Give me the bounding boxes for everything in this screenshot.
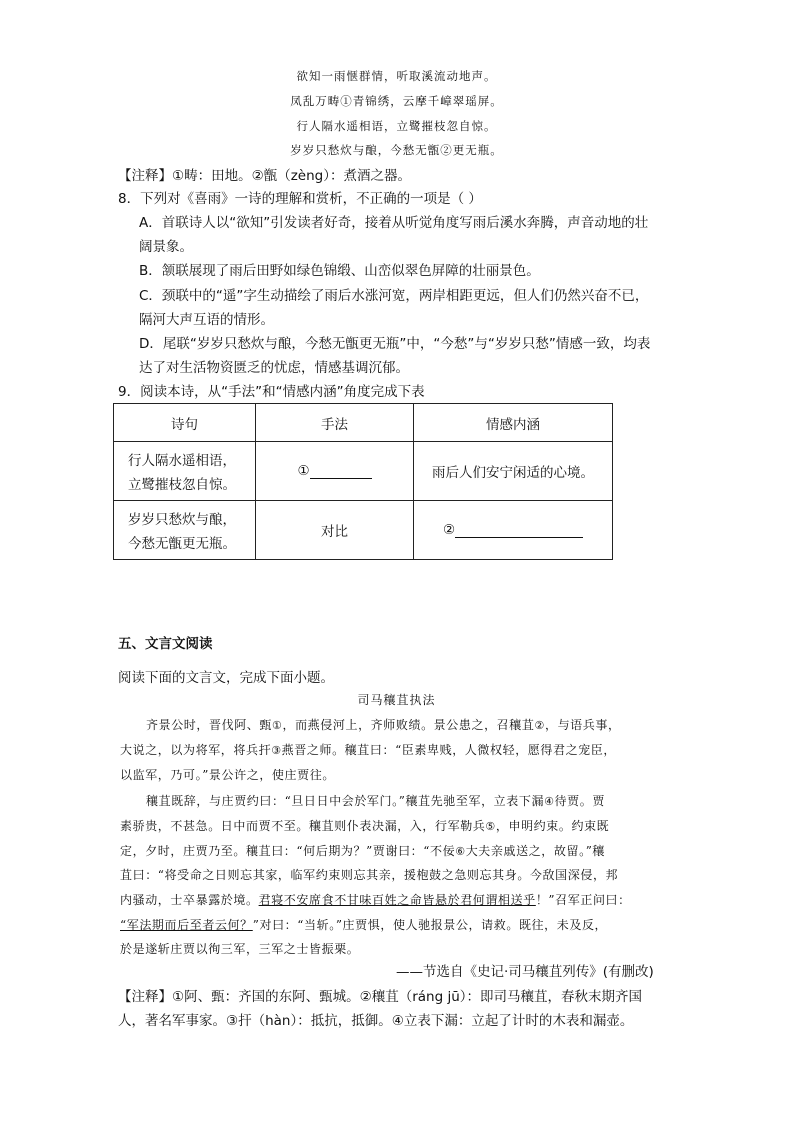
passage-title: 司马穰苴执法	[357, 693, 436, 707]
q8-option-a-line1: A．首联诗人以“欲知”引发读者好奇，接着从听觉角度写雨后溪水奔腾，声音动地的壮	[139, 215, 649, 231]
poem-line-3: 行人隔水遥相语，立鹭摧枝忽自惊。	[296, 119, 497, 133]
section5-instruction: 阅读下面的文言文，完成下面小题。	[118, 670, 334, 686]
q8-stem: 8．下列对《喜雨》一诗的理解和赏析，不正确的一项是（ ）	[118, 191, 482, 207]
poem-line-1: 欲知一雨惬群情，听取溪流动地声。	[296, 69, 497, 83]
q8-option-b: B．颔联展现了雨后田野如绿色锦缎、山峦似翠色屏障的壮丽景色。	[139, 263, 540, 279]
q9-row1-poem	[114, 442, 256, 501]
passage-p2-line1: 穰苴既辞，与庄贾约曰：“旦日日中会於军门。”穰苴先驰至军，立表下漏④待贾。贾	[146, 794, 605, 808]
q9-row2-emotion	[414, 501, 613, 560]
passage-p2-line7: 於是遂斩庄贾以徇三军，三军之士皆振栗。	[120, 942, 360, 956]
poem-notes: 【注释】①畴：田地。②甑（zèng）：煮酒之器。	[118, 168, 411, 184]
q8-option-c-line1: C．颈联中的“遥”字生动描绘了雨后水涨河宽，两岸相距更远，但人们仍然兴奋不已，	[139, 288, 649, 304]
q9-row2-poem-line1: 岁岁只愁炊与酿，	[128, 512, 236, 528]
q9-table	[113, 403, 613, 560]
q9-blank-1[interactable]	[310, 464, 372, 479]
underlined-sentence-1: 君寝不安席食不甘味百姓之命皆悬於君何谓相送乎	[258, 893, 536, 907]
q9-row2-method: 对比	[255, 501, 413, 560]
passage-notes-line2: 人，著名军事家。③扞（hàn）：抵抗，抵御。④立表下漏：立起了计时的木表和漏壶。	[118, 1013, 634, 1029]
q9-blank-1-number: ①	[297, 463, 310, 479]
underlined-sentence-2: “军法期而后至者云何？	[120, 918, 253, 932]
poem-line-4: 岁岁只愁炊与酿，今愁无甑②更无瓶。	[290, 143, 503, 157]
q9-blank-2[interactable]	[455, 523, 583, 538]
q9-header-emotion: 情感内涵	[414, 404, 613, 442]
passage-p2-line5: 内骚动，士卒暴露於境。君寝不安席食不甘味百姓之命皆悬於君何谓相送乎！”召军正问曰：	[120, 893, 631, 907]
q8-option-d-line2: 达了对生活物资匮乏的忧虑，情感基调沉郁。	[139, 360, 409, 376]
passage-p2-line4: 苴曰：“将受命之日则忘其家，临军约束则忘其亲，援枹鼓之急则忘其身。今敌国深侵，邦	[120, 868, 619, 882]
q9-header-poem: 诗句	[114, 404, 256, 442]
poem-line-2: 凤乱万畴①青锦绣，云摩千嶂翠瑶屏。	[290, 94, 503, 108]
q9-row1-poem-line2: 立鹭摧枝忽自惊。	[128, 477, 236, 493]
q9-row1-poem-line1: 行人隔水遥相语，	[128, 453, 236, 469]
passage-p1-line1: 齐景公时，晋伐阿、甄①，而燕侵河上，齐师败绩。景公患之，召穰苴②，与语兵事，	[146, 718, 621, 732]
q9-row1-emotion: 雨后人们安宁闲适的心境。	[414, 442, 613, 501]
q9-blank-2-number: ②	[442, 522, 456, 538]
q8-option-a-line2: 阔景象。	[139, 239, 193, 255]
passage-p2-line2: 素骄贵，不甚急。日中而贾不至。穰苴则仆表决漏，入，行军勒兵⑤，申明约束。约束既	[120, 819, 610, 833]
q9-row2-poem-line2: 今愁无甑更无瓶。	[128, 536, 236, 552]
section5-heading: 五、文言文阅读	[118, 636, 213, 652]
passage-p2-line6: “军法期而后至者云何？”对曰：“当斩。”庄贾惧，使人驰报景公，请救。既往，未及反，	[120, 918, 608, 932]
q9-stem: 9．阅读本诗，从“手法”和“情感内涵”角度完成下表	[118, 384, 425, 400]
passage-notes-line1: 【注释】①阿、甄：齐国的东阿、甄城。②穰苴（ráng jū）：即司马穰苴，春秋末期齐国	[118, 989, 643, 1005]
q8-option-c-line2: 隔河大声互语的情形。	[139, 312, 274, 328]
passage-p2-line3: 定，夕时，庄贾乃至。穰苴曰：“何后期为？”贾谢曰：“不佞⑥大夫亲戚送之，故留。”穰	[120, 844, 606, 858]
passage-p1-line2: 大说之，以为将军，将兵扞③燕晋之师。穰苴曰：“臣素卑贱，人微权轻，愿得君之宠臣，	[120, 743, 617, 757]
q9-header-method: 手法	[255, 404, 413, 442]
passage-source: ——节选自《史记·司马穰苴列传》(有删改)	[396, 964, 654, 980]
passage-p1-line3: 以监军，乃可。”景公许之，使庄贾往。	[120, 768, 335, 782]
q8-option-d-line1: D．尾联“岁岁只愁炊与酿，今愁无甑更无瓶”中，“今愁”与“岁岁只愁”情感一致，均表	[139, 336, 651, 352]
q9-row2-poem	[114, 501, 256, 560]
q9-row1-method	[255, 442, 413, 501]
